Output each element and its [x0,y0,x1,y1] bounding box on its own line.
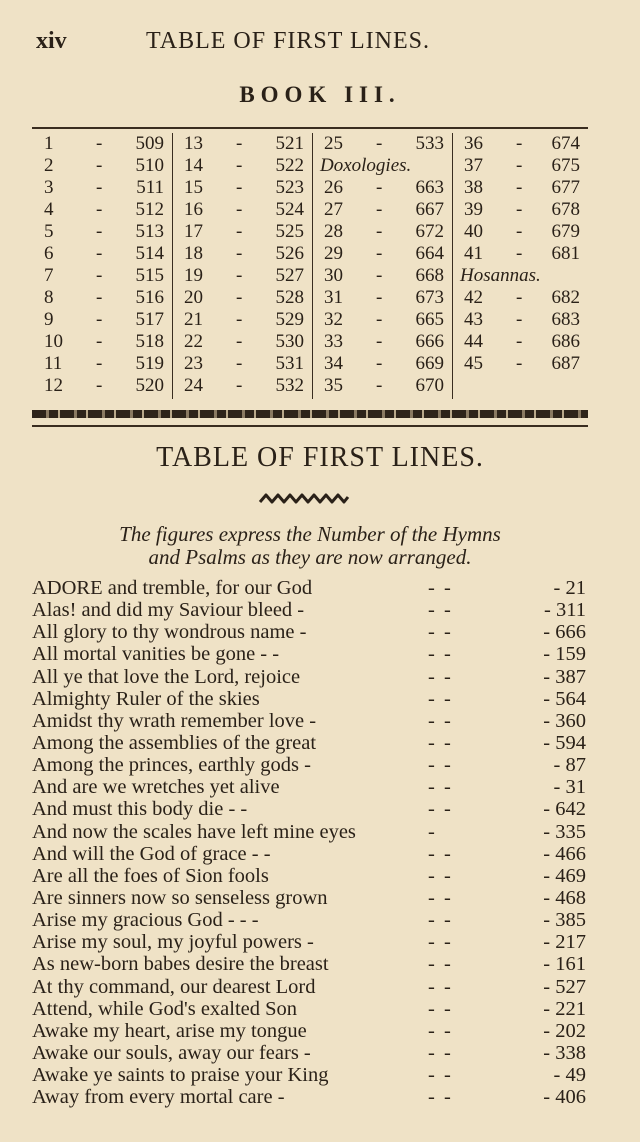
first-line-text: Arise my gracious God - - - [32,909,259,932]
hymn-number: - 21 [553,577,586,599]
first-line-entry [32,1042,592,1064]
hymn-number: 10 [44,331,63,352]
first-line-text: Awake our souls, away our fears - [32,1041,311,1064]
page-reference: 527 [275,265,304,286]
index-row [312,155,452,177]
page-reference: 533 [415,133,444,154]
page-reference: 679 [551,221,580,242]
index-column [32,133,173,399]
first-line-text: And will the God of grace - - [32,842,271,865]
index-row [312,221,452,243]
hymn-number: - 87 [553,754,586,777]
first-line-text: All ye that love the Lord, rejoice [32,665,301,688]
dash-separator: - [376,353,383,374]
hymn-number: 35 [324,375,343,396]
hymn-number: - 338 [543,1041,586,1064]
page-reference: 525 [275,221,304,242]
running-head [36,28,604,58]
section-title: TABLE OF FIRST LINES. [156,442,484,473]
hymn-number: 40 [464,221,483,242]
leader-dashes: - - [428,886,453,909]
leader-dashes: - - [428,1041,453,1064]
hymn-number: 13 [184,133,203,154]
index-row [172,199,312,221]
hymn-number: 3 [44,177,54,198]
dash-separator: - [96,221,103,242]
dash-separator: - [376,133,383,154]
hymn-number: 24 [184,375,203,396]
dash-separator: - [516,243,523,264]
index-row [312,177,452,199]
leader-dashes: - - [428,975,453,998]
index-row [172,155,312,177]
dash-separator: - [516,309,523,330]
divider-rule [32,425,588,427]
page-reference: 669 [415,353,444,374]
page-reference: 530 [275,331,304,352]
page-reference: 510 [135,155,164,176]
index-row [172,331,312,353]
page-reference: 682 [551,287,580,308]
hymn-number: 34 [324,353,343,374]
index-row [32,221,172,243]
hymn-number: - 594 [543,731,586,754]
hymn-number: 33 [324,331,343,352]
index-row [452,353,588,375]
hymn-number: - 335 [543,820,586,843]
hymn-number: - 31 [553,776,586,799]
index-row [312,309,452,331]
first-line-text: Arise my soul, my joyful powers - [32,931,314,954]
leader-dashes: - - [428,599,453,622]
page-reference: 674 [551,133,580,154]
hymn-number: 32 [324,309,343,330]
dash-separator: - [516,199,523,220]
hymn-number: 36 [464,133,483,154]
dash-separator: - [376,177,383,198]
first-line-text: Attend, while God's exalted Son [32,997,298,1020]
index-subheading: Doxologies. [320,155,412,176]
first-line-text: All glory to thy wondrous name - [32,621,307,644]
dash-separator: - [376,331,383,352]
hymn-number: - 468 [543,886,586,909]
index-row [452,177,588,199]
page-reference: 675 [551,155,580,176]
dash-separator: - [236,155,243,176]
leader-dashes: - - [428,776,453,799]
leader-dashes: - - [428,931,453,954]
dash-separator: - [376,265,383,286]
leader-dashes: - - [428,621,453,644]
hymn-number: 37 [464,155,483,176]
first-line-text: Away from every mortal care - [32,1086,285,1109]
dash-separator: - [376,309,383,330]
index-row [172,177,312,199]
dash-separator: - [96,199,103,220]
leader-dashes: - - [428,709,453,732]
index-row [172,287,312,309]
first-line-text: Awake ye saints to praise your King [32,1064,329,1087]
hymn-number: - 360 [543,709,586,732]
page-reference: 673 [415,287,444,308]
dash-separator: - [96,133,103,154]
index-row [452,199,588,221]
page-number: xiv [36,28,67,54]
page-reference: 514 [135,243,164,264]
page-reference: 681 [551,243,580,264]
leader-dashes: - - [428,687,453,710]
hymn-number: 27 [324,199,343,220]
first-line-entry [32,976,592,998]
page-reference: 670 [415,375,444,396]
dash-separator: - [516,177,523,198]
page-reference: 683 [551,309,580,330]
page-reference: 678 [551,199,580,220]
dash-separator: - [96,177,103,198]
hymn-number: - 311 [544,599,586,622]
first-line-entry [32,931,592,953]
hymn-number: 9 [44,309,54,330]
dash-separator: - [516,133,523,154]
page-reference: 512 [135,199,164,220]
dash-separator: - [236,221,243,242]
page-reference: 528 [275,287,304,308]
page-reference: 663 [415,177,444,198]
hymn-number: - 666 [543,621,586,644]
dash-separator: - [236,375,243,396]
index-row [172,375,312,397]
page-reference: 664 [415,243,444,264]
page-reference: 516 [135,287,164,308]
leader-dashes: - - [428,798,453,821]
index-row [172,133,312,155]
page-reference: 517 [135,309,164,330]
first-line-entry [32,998,592,1020]
leader-dashes: - - [428,643,453,666]
page-reference: 668 [415,265,444,286]
index-row [452,309,588,331]
dash-separator: - [376,375,383,396]
index-row [312,265,452,287]
first-line-entry [32,1020,592,1042]
first-line-entry [32,887,592,909]
index-row [312,353,452,375]
dash-separator: - [516,331,523,352]
hymn-number: - 161 [543,953,586,976]
hymn-number: - 406 [543,1086,586,1109]
hymn-number: 41 [464,243,483,264]
dash-separator: - [236,133,243,154]
page-reference: 677 [551,177,580,198]
index-row [32,133,172,155]
index-row [172,243,312,265]
first-line-entry [32,1064,592,1086]
hymn-number: - 217 [543,931,586,954]
first-line-text: Almighty Ruler of the skies [32,687,260,710]
first-line-entry [32,599,592,621]
index-row [312,133,452,155]
hymn-number: 42 [464,287,483,308]
hymn-number: 17 [184,221,203,242]
first-line-entry [32,865,592,887]
page-reference: 518 [135,331,164,352]
hymn-number: 1 [44,133,54,154]
first-line-entry [32,798,592,820]
hymn-number: 29 [324,243,343,264]
first-line-text: Are all the foes of Sion fools [32,864,269,887]
first-line-text: Among the assemblies of the great [32,731,317,754]
leader-dashes: - - [428,577,453,599]
index-row [32,155,172,177]
leader-dashes: - - [428,1019,453,1042]
dash-separator: - [236,287,243,308]
hymn-number: 2 [44,155,54,176]
index-row [312,243,452,265]
index-row [32,331,172,353]
first-lines-list [32,577,592,1108]
leader-dashes: - - [428,665,453,688]
hymn-number: 26 [324,177,343,198]
hymn-number: - 385 [543,909,586,932]
index-row [32,243,172,265]
hymn-number: - 642 [543,798,586,821]
dash-separator: - [96,331,103,352]
hymn-number: 44 [464,331,483,352]
dash-separator: - [376,243,383,264]
first-line-text: All mortal vanities be gone - - [32,643,280,666]
leader-dashes: - [428,820,437,843]
index-row [452,221,588,243]
index-row [32,353,172,375]
hymn-number: 30 [324,265,343,286]
dash-separator: - [96,353,103,374]
first-line-entry [32,577,592,599]
first-line-entry [32,754,592,776]
index-row [452,265,588,287]
dash-separator: - [236,309,243,330]
dash-separator: - [376,287,383,308]
page-reference: 531 [275,353,304,374]
page-reference: 665 [415,309,444,330]
hymn-number: - 564 [543,687,586,710]
page-reference: 686 [551,331,580,352]
dash-separator: - [236,243,243,264]
hymn-number: 18 [184,243,203,264]
page-reference: 513 [135,221,164,242]
index-row [452,133,588,155]
index-column [172,133,313,399]
index-column [452,133,588,399]
page-reference: 687 [551,353,580,374]
leader-dashes: - - [428,754,453,777]
index-row [312,287,452,309]
running-title: TABLE OF FIRST LINES. [146,28,430,54]
hymn-number: 6 [44,243,54,264]
index-row [312,331,452,353]
first-line-text: Among the princes, earthly gods - [32,754,311,777]
first-line-text: ADORE and tremble, for our God [32,577,313,599]
dash-separator: - [96,265,103,286]
book-title: BOOK III. [239,82,401,107]
page-reference: 519 [135,353,164,374]
leader-dashes: - - [428,864,453,887]
index-row [172,221,312,243]
index-row [32,199,172,221]
explanatory-note [30,523,590,569]
hymn-number: 19 [184,265,203,286]
note-line: The figures express the Number of the Hymns [119,522,501,546]
leader-dashes: - - [428,997,453,1020]
hymn-number: 31 [324,287,343,308]
dash-separator: - [516,287,523,308]
page-reference: 526 [275,243,304,264]
hymn-number: - 466 [543,842,586,865]
hymn-number: 43 [464,309,483,330]
hymn-number: 28 [324,221,343,242]
leader-dashes: - - [428,731,453,754]
hymn-number: 22 [184,331,203,352]
first-line-entry [32,666,592,688]
index-column [312,133,453,399]
hymn-number: 38 [464,177,483,198]
hymn-number: 45 [464,353,483,374]
dash-separator: - [236,265,243,286]
hymn-number: - 469 [543,864,586,887]
first-line-entry [32,843,592,865]
first-line-text: Awake my heart, arise my tongue [32,1019,307,1042]
leader-dashes: - - [428,953,453,976]
page-reference: 524 [275,199,304,220]
hymn-number: 4 [44,199,54,220]
hymn-number: 25 [324,133,343,154]
hymn-number: 16 [184,199,203,220]
ornamental-rule [32,410,588,418]
wave-ornament-icon [258,492,350,506]
first-line-text: As new-born babes desire the breast [32,953,329,976]
first-line-entry [32,643,592,665]
hymn-number: - 159 [543,643,586,666]
hymn-number: 39 [464,199,483,220]
first-line-text: Alas! and did my Saviour bleed - [32,599,305,622]
leader-dashes: - - [428,909,453,932]
hymn-number: - 49 [553,1064,586,1087]
leader-dashes: - - [428,842,453,865]
index-row [452,243,588,265]
page-reference: 523 [275,177,304,198]
hymn-number: 14 [184,155,203,176]
first-line-text: And are we wretches yet alive [32,776,280,799]
dash-separator: - [96,309,103,330]
dash-separator: - [236,353,243,374]
index-row [312,375,452,397]
book-index-table [32,127,588,401]
first-line-entry [32,621,592,643]
first-line-entry [32,710,592,732]
dash-separator: - [516,353,523,374]
page-reference: 666 [415,331,444,352]
page-reference: 522 [275,155,304,176]
page-reference: 520 [135,375,164,396]
dash-separator: - [376,221,383,242]
page-reference: 515 [135,265,164,286]
hymn-number: - 387 [543,665,586,688]
hymn-number: 20 [184,287,203,308]
first-line-text: And now the scales have left mine eyes [32,820,356,843]
hymn-number: 15 [184,177,203,198]
hymn-number: 23 [184,353,203,374]
index-subheading: Hosannas. [460,265,541,286]
hymn-number: 11 [44,353,63,374]
first-line-entry [32,732,592,754]
dash-separator: - [236,199,243,220]
first-line-entry [32,821,592,843]
first-line-entry [32,776,592,798]
index-row [452,331,588,353]
index-row [32,287,172,309]
page-reference: 529 [275,309,304,330]
dash-separator: - [376,199,383,220]
index-row [172,309,312,331]
dash-separator: - [236,177,243,198]
index-row [32,265,172,287]
leader-dashes: - - [428,1064,453,1087]
note-line: and Psalms as they are now arranged. [148,545,472,569]
first-line-entry [32,953,592,975]
dash-separator: - [96,243,103,264]
dash-separator: - [96,287,103,308]
index-row [32,375,172,397]
index-row [172,265,312,287]
first-line-entry [32,688,592,710]
hymn-number: 8 [44,287,54,308]
hymn-number: 12 [44,375,63,396]
hymn-number: - 202 [543,1019,586,1042]
index-row [32,309,172,331]
dash-separator: - [516,221,523,242]
hymn-number: 5 [44,221,54,242]
page-reference: 509 [135,133,164,154]
index-row [32,177,172,199]
index-row [172,353,312,375]
first-line-text: At thy command, our dearest Lord [32,975,316,998]
page-reference: 532 [275,375,304,396]
first-line-text: Amidst thy wrath remember love - [32,709,317,732]
index-row [452,287,588,309]
hymn-number: - 527 [543,975,586,998]
index-row [452,155,588,177]
first-line-text: Are sinners now so senseless grown [32,886,328,909]
page-reference: 672 [415,221,444,242]
page-reference: 511 [136,177,164,198]
page-reference: 521 [275,133,304,154]
leader-dashes: - - [428,1086,453,1109]
dash-separator: - [96,155,103,176]
first-line-entry [32,909,592,931]
first-line-text: And must this body die - - [32,798,248,821]
hymn-number: - 221 [543,997,586,1020]
hymn-number: 21 [184,309,203,330]
dash-separator: - [96,375,103,396]
index-row [312,199,452,221]
hymn-number: 7 [44,265,54,286]
first-line-entry [32,1086,592,1108]
dash-separator: - [516,155,523,176]
dash-separator: - [236,331,243,352]
page-reference: 667 [415,199,444,220]
